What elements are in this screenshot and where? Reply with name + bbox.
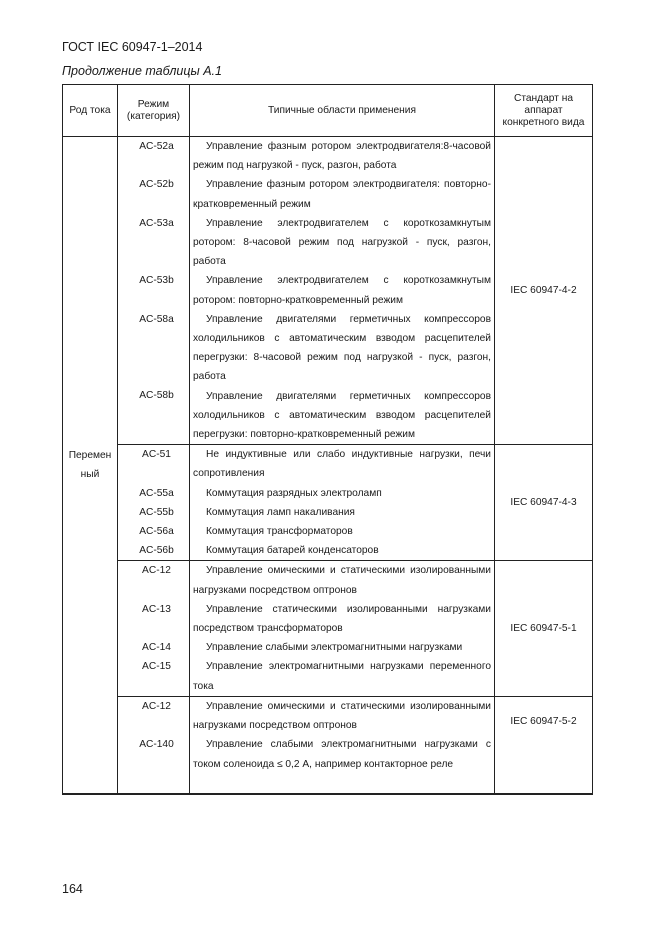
application-description: Коммутация трансформаторов — [206, 526, 353, 538]
standard-ref-cell: IEC 60947-4-3 — [495, 445, 593, 561]
col-header-standard: Стандарт на аппарат конкретного вида — [495, 85, 593, 137]
document-header: ГОСТ IEC 60947-1–2014 — [62, 40, 203, 54]
mode-code: AC-56a — [139, 526, 174, 537]
mode-code: AC-58b — [139, 390, 174, 402]
application-description: Управление двигателями герметичных компрессоров холодильников с автоматическим взводом расцепителей перегрузки: 8-часовой режим под нагрузкой - пуск, разгон, работа — [193, 313, 491, 383]
mode-cell — [118, 696, 190, 793]
mode-code: AC-53a — [139, 217, 174, 229]
application-description: Управление слабыми электромагнитными нагрузками — [206, 642, 463, 654]
col-header-mode: Режим (категория) — [118, 85, 190, 137]
table-row — [63, 445, 593, 561]
current-kind-cell — [63, 137, 118, 794]
mode-code: AC-53b — [139, 275, 174, 287]
mode-code: AC-12 — [142, 565, 171, 577]
mode-code: AC-14 — [142, 642, 171, 654]
mode-cell — [118, 137, 190, 445]
mode-code: AC-12 — [142, 700, 171, 712]
application-description: Управление электромагнитными нагрузками переменного тока — [193, 661, 491, 692]
application-categories-table — [62, 84, 593, 795]
application-description: Управление электродвигателем с короткозамкнутым ротором: 8-часовой режим под нагрузкой - пуск, разгон, работа — [193, 217, 491, 268]
description-cell — [190, 137, 495, 445]
application-description: Коммутация батарей конденсаторов — [206, 545, 379, 557]
description-cell — [190, 445, 495, 561]
mode-cell — [118, 561, 190, 696]
mode-code: AC-58a — [139, 313, 174, 325]
description-cell — [190, 561, 495, 696]
application-description: Управление фазным ротором электродвигателя: повторно-кратковременный режим — [193, 179, 491, 210]
mode-code: AC-52a — [139, 141, 174, 152]
table-header-row — [63, 85, 593, 137]
mode-cell — [118, 445, 190, 561]
table-caption: Продолжение таблицы А.1 — [62, 64, 222, 78]
col-header-kind: Род тока — [63, 85, 118, 137]
mode-code: AC-13 — [142, 603, 171, 615]
application-description: Управление фазным ротором электродвигателя:8-часовой режим под нагрузкой - пуск, разгон, работа — [193, 141, 491, 172]
col-header-area: Типичные области применения — [190, 85, 495, 137]
application-description: Управление омическими и статическими изолированными нагрузками посредством оптронов — [193, 700, 491, 732]
description-cell — [190, 696, 495, 793]
page-number: 164 — [62, 882, 83, 896]
mode-code: AC-56b — [139, 545, 174, 557]
application-description: Управление электродвигателем с короткозамкнутым ротором: повторно-кратковременный режим — [193, 275, 491, 306]
application-description: Управление двигателями герметичных компрессоров холодильников с автоматическим взводом расцепителей перегрузки: повторно-кратковременный режим — [193, 390, 491, 441]
table-row — [63, 696, 593, 793]
table-row — [63, 561, 593, 696]
mode-code: AC-15 — [142, 661, 171, 673]
mode-code: AC-52b — [139, 179, 174, 191]
application-description: Не индуктивные или слабо индуктивные нагрузки, печи сопротивления — [193, 449, 491, 480]
application-description: Управление омическими и статическими изолированными нагрузками посредством оптронов — [193, 565, 491, 596]
application-description: Управление статическими изолированными нагрузками посредством трансформаторов — [193, 603, 491, 635]
mode-code: AC-140 — [139, 739, 174, 751]
mode-code: AC-55b — [139, 506, 174, 518]
application-description: Управление слабыми электромагнитными нагрузками с током соленоида ≤ 0,2 А, например контакторное реле — [193, 739, 491, 770]
standard-ref-cell: IEC 60947-5-2 — [495, 696, 593, 793]
standard-ref-cell: IEC 60947-4-2 — [495, 137, 593, 445]
application-description: Коммутация разрядных электроламп — [206, 487, 382, 499]
mode-code: AC-55a — [139, 487, 174, 499]
current-kind-label: Переменный — [68, 449, 112, 480]
mode-code: AC-51 — [142, 449, 171, 461]
table-row — [63, 137, 593, 445]
application-description: Коммутация ламп накаливания — [206, 506, 355, 518]
standard-ref-cell: IEC 60947-5-1 — [495, 561, 593, 696]
